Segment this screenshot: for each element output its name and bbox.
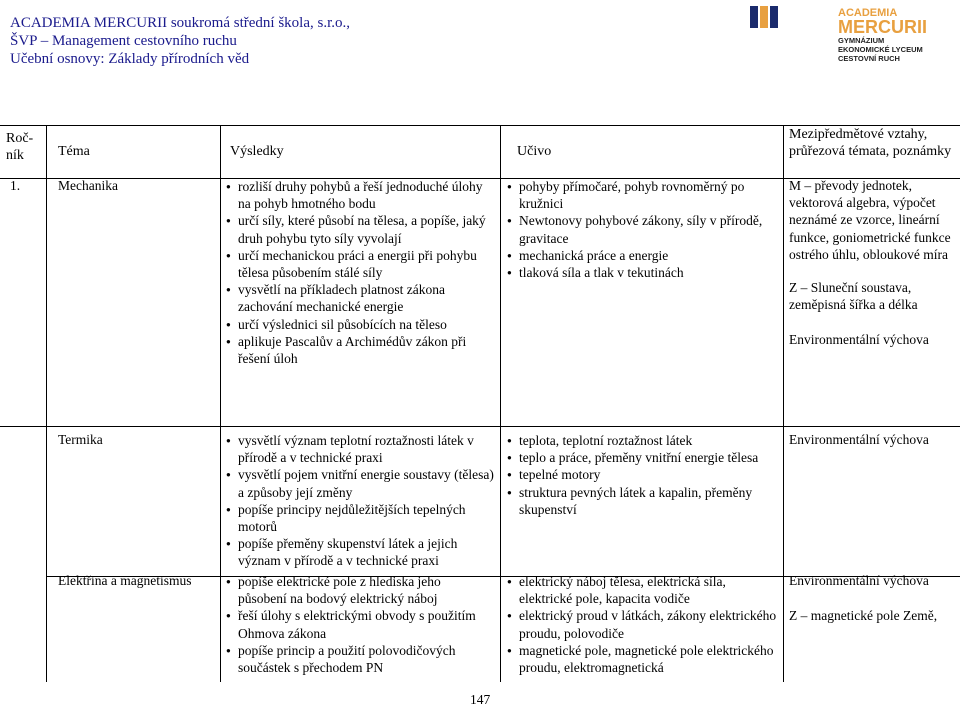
list-item: ● tlaková síla a tlak v tekutinách bbox=[507, 264, 777, 281]
header-program: ŠVP – Management cestovního ruchu bbox=[10, 33, 237, 49]
logo-subtitle: GYMNÁZIUM EKONOMICKÉ LYCEUM CESTOVNÍ RUCH bbox=[838, 36, 923, 63]
col-divider-1b bbox=[46, 426, 47, 682]
list-item: ● aplikuje Pascalův a Archimédův zákon při řešení úloh bbox=[226, 333, 491, 367]
row-mechanika-rocnik: 1. bbox=[10, 178, 21, 193]
row-termika-ucivo bbox=[507, 432, 779, 518]
row-elektrina-vysledky bbox=[226, 573, 490, 676]
document-header bbox=[10, 14, 350, 68]
row-termika-vysledky bbox=[226, 432, 494, 570]
row-termika-tema: Termika bbox=[58, 432, 103, 447]
mezi-math: M – převody jednotek, vektorová algebra, výpočet neznámé ze vzorce, lineární funkce, goniometrické funkce ostrého úhlu, obloukové míra bbox=[789, 178, 951, 262]
mezi-geo: Z – Sluneční soustava, zeměpisná šířka a délka bbox=[789, 280, 918, 313]
row-termika-mezipredmetove: Environmentální výchova bbox=[789, 432, 929, 447]
row-mechanika-mezipredmetove bbox=[789, 177, 957, 349]
row-mechanika-tema: Mechanika bbox=[58, 178, 118, 193]
header-subject: Učební osnovy: Základy přírodních věd bbox=[10, 51, 250, 67]
list-item: ● elektrický proud v látkách, zákony elektrického proudu, polovodiče bbox=[507, 607, 779, 641]
list-item: ● magnetické pole, magnetické pole elektrického proudu, elektromagnetická bbox=[507, 642, 779, 676]
list-item: ● popíše principy nejdůležitějších tepelných motorů bbox=[226, 501, 494, 535]
list-item: ● určí výslednici sil působících na těleso bbox=[226, 316, 491, 333]
mezi-env: Environmentální výchova bbox=[789, 332, 929, 348]
svg-text:MERCURII: MERCURII bbox=[838, 17, 927, 37]
col-header-mezipredmetove: Mezipředmětové vztahy, průřezová témata, poznámky bbox=[789, 127, 952, 159]
list-item: ● struktura pevných látek a kapalin, přeměny skupenství bbox=[507, 484, 779, 518]
list-item: ● popíše princip a použití polovodičových součástek s přechodem PN bbox=[226, 642, 490, 676]
row-mechanika-ucivo bbox=[507, 178, 777, 281]
list-item: ● vysvětlí pojem vnitřní energie soustavy (tělesa) a způsoby její změny bbox=[226, 466, 494, 500]
table-page-break-rule bbox=[0, 426, 960, 427]
row-mechanika-vysledky bbox=[226, 178, 491, 367]
row-elektrina-tema: Elektřina a magnetismus bbox=[58, 573, 192, 588]
list-item: ● vysvětlí na příkladech platnost zákona zachování mechanické energie bbox=[226, 281, 491, 315]
row-elektrina-mezipredmetove: Environmentální výchova Z – magnetické pole Země, bbox=[789, 573, 938, 624]
list-item: ● řeší úlohy s elektrickými obvody s použitím Ohmova zákona bbox=[226, 607, 490, 641]
col-divider-1 bbox=[46, 125, 47, 426]
list-item: ● Newtonovy pohybové zákony, síly v přírodě, gravitace bbox=[507, 212, 777, 246]
row-elektrina-ucivo bbox=[507, 573, 779, 676]
col-header-rocnik: Roč-ník bbox=[6, 131, 34, 163]
list-item: ● popíše elektrické pole z hlediska jeho působení na bodový elektrický náboj bbox=[226, 573, 490, 607]
list-item: ● elektrický náboj tělesa, elektrická síla, elektrické pole, kapacita vodiče bbox=[507, 573, 779, 607]
col-divider-4 bbox=[783, 125, 784, 682]
list-item: ● teplota, teplotní roztažnost látek bbox=[507, 432, 779, 449]
list-item: ● mechanická práce a energie bbox=[507, 247, 777, 264]
list-item: ● teplo a práce, přeměny vnitřní energie tělesa bbox=[507, 449, 779, 466]
list-item: ● pohyby přímočaré, pohyb rovnoměrný po kružnici bbox=[507, 178, 777, 212]
list-item: ● určí mechanickou práci a energii při pohybu tělesa působením stálé síly bbox=[226, 247, 491, 281]
list-item: ● určí síly, které působí na tělesa, a popíše, jaký druh pohybu tyto síly vyvolají bbox=[226, 212, 491, 246]
page-number: 147 bbox=[470, 692, 491, 707]
col-header-vysledky: Výsledky bbox=[230, 144, 284, 159]
list-item: ● popíše přeměny skupenství látek a jejich význam v přírodě a v technické praxi bbox=[226, 535, 494, 569]
list-item: ● tepelné motory bbox=[507, 466, 779, 483]
col-header-ucivo: Učivo bbox=[517, 144, 552, 159]
col-divider-2 bbox=[220, 125, 221, 682]
list-item: ● vysvětlí význam teplotní roztažnosti látek v přírodě a v technické praxi bbox=[226, 432, 494, 466]
svg-text:ACADEMIA: ACADEMIA bbox=[838, 7, 898, 19]
col-header-tema: Téma bbox=[58, 144, 90, 159]
list-item: ● rozliší druhy pohybů a řeší jednoduché úlohy na pohyb hmotného bodu bbox=[226, 178, 491, 212]
col-divider-3 bbox=[500, 125, 501, 682]
header-school: ACADEMIA MERCURII soukromá střední škola, s.r.o., bbox=[10, 15, 350, 31]
